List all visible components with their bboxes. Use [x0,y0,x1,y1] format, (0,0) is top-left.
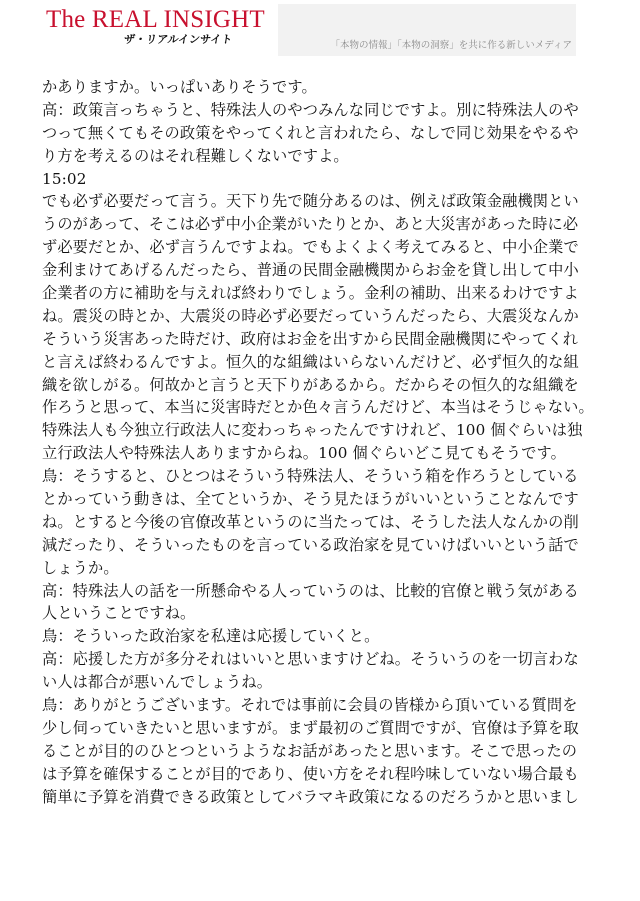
transcript-line: 鳥：そういった政治家を私達は応援していくと。 [42,627,380,646]
tagline-text: 「本物の情報」「本物の洞察」を共に作る新しいメディア [330,40,572,51]
site-header [0,0,640,62]
transcript-line: 人ということですね。 [42,604,196,623]
transcript-line: 高：政策言っちゃうと、特殊法人のやつみんな同じですよ。別に特殊法人のや [42,100,579,119]
transcript-line: 鳥：ありがとうございます。それでは事前に会員の皆様から頂いている質問を [42,696,578,715]
transcript-line: つって無くてもその政策をやってくれと言われたら、なしで同じ効果をやるや [42,123,579,142]
logo-subtitle: ザ・リアルインサイト [123,33,234,46]
transcript-line: 特殊法人も今独立行政法人に変わっちゃったんですけれど、100 個ぐらいは独 [42,421,583,440]
transcript-line: うのがあって、そこは必ず中小企業がいたりとか、あと大災害があった時に必 [42,215,579,234]
transcript-line: かありますか。いっぱいありそうです。 [42,78,317,96]
timestamp: 15:02 [42,169,87,188]
transcript-line: しょうか。 [42,558,119,577]
transcript-line: 高：応援した方が多分それはいいと思いますけどね。そういうのを一切言わな [42,650,579,669]
transcript-line: ね。とすると今後の官僚改革というのに当たっては、そうした法人なんかの削 [42,512,579,531]
transcript-line: 金利まけてあげるんだったら、普通の民間金融機関からお金を貸し出して中小 [42,261,579,280]
transcript-line: は予算を確保することが目的であり、使い方をそれ程吟味していない場合最も [42,764,579,783]
transcript-line: 高：特殊法人の話を一所懸命やる人っていうのは、比較的官僚と戦う気がある [42,581,579,600]
tagline-banner [278,4,576,56]
transcript-line: 企業者の方に補助を与えれば終わりでしょう。金利の補助、出来るわけですよ [42,284,579,303]
transcript-body [42,76,602,809]
transcript-line: 簡単に予算を消費できる政策としてバラマキ政策になるのだろうかと思いまし [42,787,579,806]
transcript-line: そういう災害あった時だけ、政府はお金を出すから民間金融機関にやってくれ [42,329,579,348]
transcript-line: 立行政法人や特殊法人ありますからね。100 個ぐらいどこ見てもそうです。 [42,444,566,463]
transcript-line: ね。震災の時とか、大震災の時必ず必要だっていうんだったら、大震災なんか [42,306,579,325]
transcript-line: でも必ず必要だって言う。天下り先で随分あるのは、例えば政策金融機関とい [42,192,579,211]
transcript-line: い人は都合が悪いんでしょうね。 [42,673,273,692]
transcript-line: 鳥：そうすると、ひとつはそういう特殊法人、そういう箱を作ろうとしている [42,467,579,486]
site-logo[interactable] [46,6,278,46]
transcript-line: 減だったり、そういったものを言っている政治家を見ていけばいいという話で [42,535,579,554]
transcript-line: り方を考えるのはそれ程難しくないですよ。 [42,146,349,165]
transcript-line: 作ろうと思って、本当に災害時だとか色々言うんだけど、本当はそうじゃない。 [42,398,594,417]
transcript-line: と言えば終わるんですよ。恒久的な組織はいらないんだけど、必ず恒久的な組 [42,352,579,371]
transcript-line: 少し伺っていきたいと思いますが。まず最初のご質問ですが、官僚は予算を取 [42,718,579,737]
transcript-line: ず必要だとか、必ず言うんですよね。でもよくよく考えてみると、中小企業で [42,238,579,257]
logo-title: The REAL INSIGHT [46,6,265,33]
transcript-line: 織を欲しがる。何故かと言うと天下りがあるから。だからその恒久的な組織を [42,375,579,394]
transcript-line: とかっていう動きは、全てというか、そう見たほうがいいということなんです [42,490,579,509]
transcript-line: ることが目的のひとつというようなお話があったと思います。そこで思ったの [42,741,578,760]
